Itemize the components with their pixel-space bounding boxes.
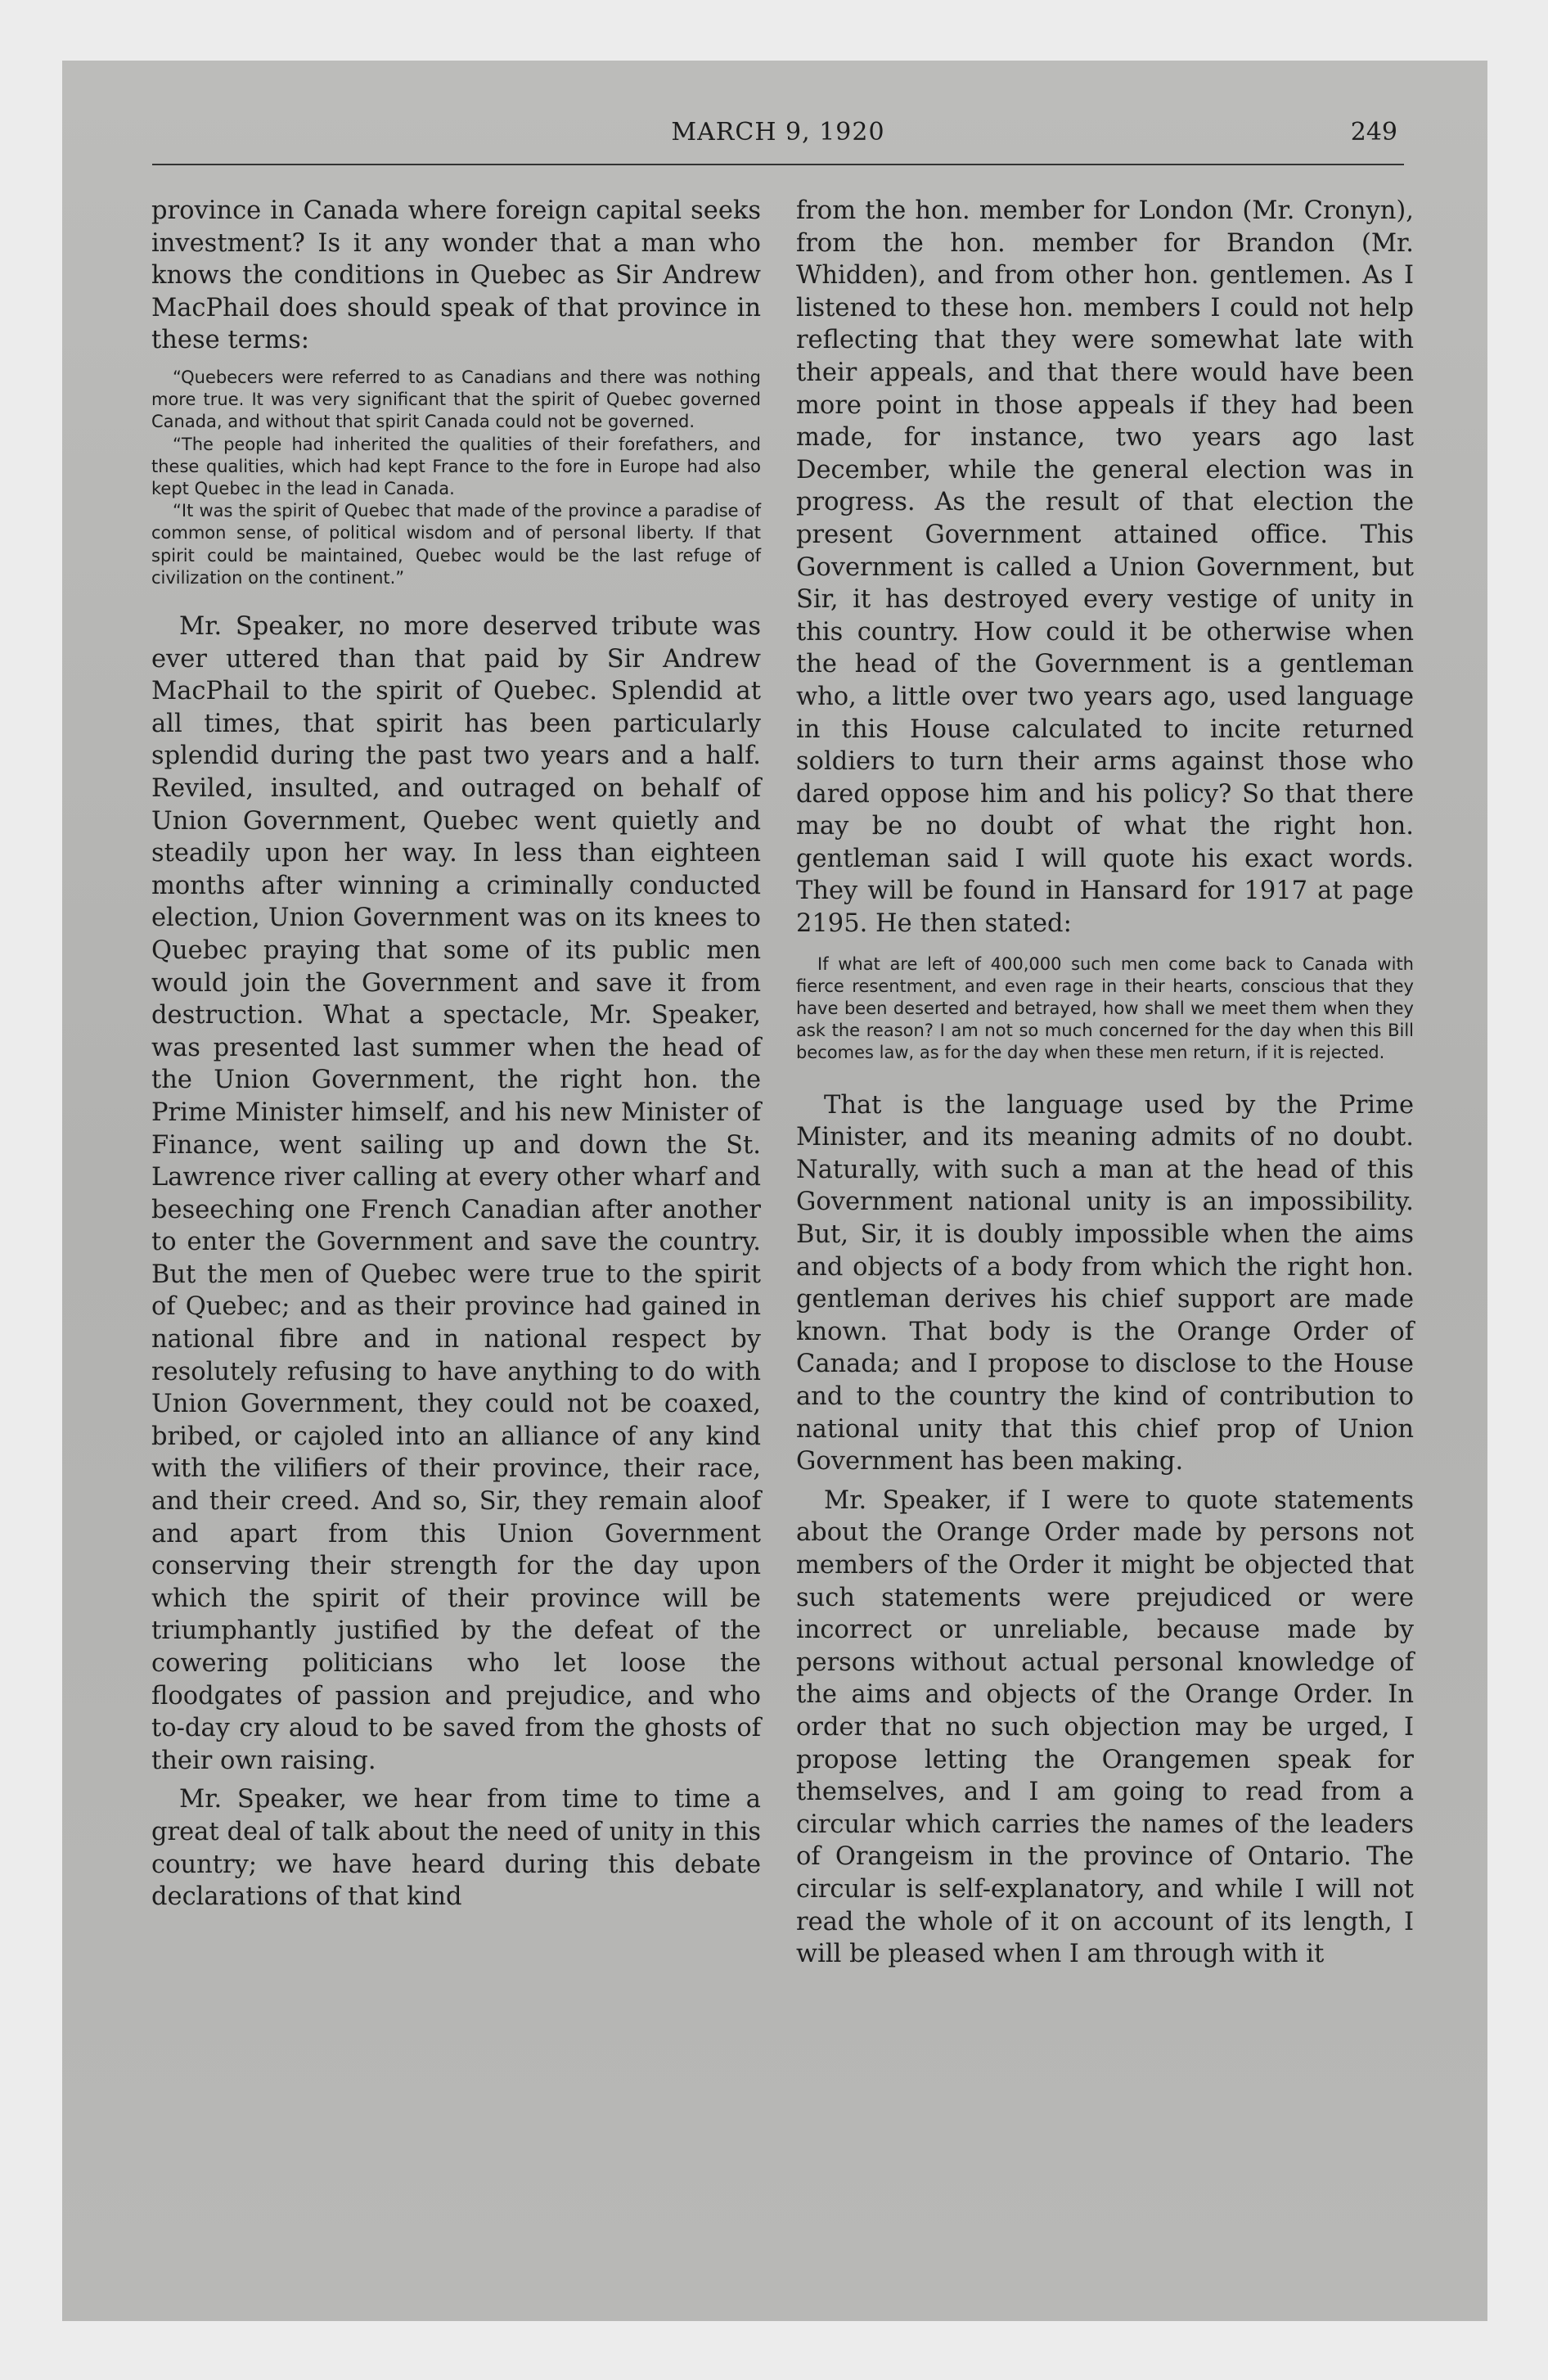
- right-column: [796, 195, 1414, 1971]
- page-number: 249: [1350, 118, 1397, 146]
- running-title: MARCH 9, 1920: [671, 118, 885, 146]
- paragraph-gap: [796, 1478, 1414, 1485]
- quote-left-2: “The people had inherited the qualities of their forefathers, and these qualities, which had kept France to the fore in Europe had also kept Quebec in the lead in Canada.: [151, 434, 761, 498]
- left-column: [151, 195, 761, 1913]
- quote-right-1: If what are left of 400,000 such men come back to Canada with fierce resentment, and even rage in their hearts, conscious that they have been deserted and betrayed, how shall we meet them when they ask the reason? I am not so much concerned for the day when this Bill becomes law, as for the day when these men return, if it is rejected.: [796, 953, 1414, 1063]
- page-header: [152, 116, 1404, 165]
- document-page: [62, 61, 1487, 2321]
- quotation-left: [151, 367, 761, 589]
- paragraph-left-3: Mr. Speaker, we hear from time to time a great deal of talk about the need of unity in this country; we have heard during this debate declarations of that kind: [151, 1785, 761, 1912]
- quote-left-3: “It was the spirit of Quebec that made of the province a paradise of common sense, of political wisdom and of personal liberty. If that spirit could be maintained, Quebec would be the last refuge of civilization on the continent.”: [151, 501, 761, 588]
- paragraph-left-2: Mr. Speaker, no more deserved tribute was ever uttered than that paid by Sir Andrew MacPhail to the spirit of Quebec. Splendid at all times, that spirit has been particularly splendid during the past two years and a half. Reviled, insulted, and outraged on behalf of Union Government, Quebec went quietly and steadily upon her way. In less than eighteen months after winning a criminally conducted election, Union Government was on its knees to Quebec praying that some of its public men would join the Government and save it from destruction. What a spectacle, Mr. Speaker, was presented last summer when the head of the Union Government, the right hon. the Prime Minister himself, and his new Minister of Finance, went sailing up and down the St. Lawrence river calling at every other wharf and beseeching one French Canadian after another to enter the Government and save the country. But the men of Quebec were true to the spirit of Quebec; and as their province had gained in national fibre and in national respect by resolutely refusing to have anything to do with Union Government, they could not be coaxed, bribed, or cajoled into an alliance of any kind with the vilifiers of their province, their race, and their creed. And so, Sir, they remain aloof and apart from this Union Government conserving their strength for the day upon which the spirit of their province will be triumphantly justified by the defeat of the cowering politicians who let loose the floodgates of passion and prejudice, and who to-day cry aloud to be saved from the ghosts of their own raising.: [151, 612, 761, 1775]
- quote-left-1: “Quebecers were referred to as Canadians and there was nothing more true. It was very significant that the spirit of Quebec governed Canada, and without that spirit Canada could not be governed.: [151, 367, 761, 432]
- quotation-right: [796, 953, 1414, 1065]
- paragraph-right-3: Mr. Speaker, if I were to quote statements about the Orange Order made by persons not members of the Order it might be objected that such statements were prejudiced or were incorrect or unreliable, because made by persons without actual personal knowledge of the aims and objects of the Orange Order. In order that no such objection may be urged, I propose letting the Orangemen speak for themselves, and I am going to read from a circular which carries the names of the leaders of Orangeism in the province of Ontario. The circular is self-explanatory, and while I will not read the whole of it on account of its length, I will be pleased when I am through with it: [796, 1485, 1414, 1969]
- paragraph-left-1: province in Canada where foreign capital seeks investment? Is it any wonder that a man who knows the conditions in Quebec as Sir Andrew MacPhail does should speak of that province in these terms:: [151, 196, 761, 355]
- paragraph-right-1: from the hon. member for London (Mr. Cronyn), from the hon. member for Brandon (Mr. Whidden), and from other hon. gentlemen. As I listened to these hon. members I could not help reflecting that they were somewhat late with their appeals, and that there would have been more point in those appeals if they had been made, for instance, two years ago last December, while the general election was in progress. As the result of that election the present Government attained office. This Government is called a Union Government, but Sir, it has destroyed every vestige of unity in this country. How could it be otherwise when the head of the Government is a gentleman who, a little over two years ago, used language in this House calculated to incite returned soldiers to turn their arms against those who dared oppose him and his policy? So that there may be no doubt of what the right hon. gentleman said I will quote his exact words. They will be found in Hansard for 1917 at page 2195. He then stated:: [796, 196, 1414, 939]
- paragraph-gap: [151, 1777, 761, 1783]
- paragraph-right-2: That is the language used by the Prime Minister, and its meaning admits of no doubt. Naturally, with such a man at the head of this Government national unity is an impossibility. But, Sir, it is doubly impossible when the aims and objects of a body from which the right hon. gentleman derives his chief support are made known. That body is the Orange Order of Canada; and I propose to disclose to the House and to the country the kind of contribution to national unity that this chief prop of Union Government has been making.: [796, 1090, 1414, 1476]
